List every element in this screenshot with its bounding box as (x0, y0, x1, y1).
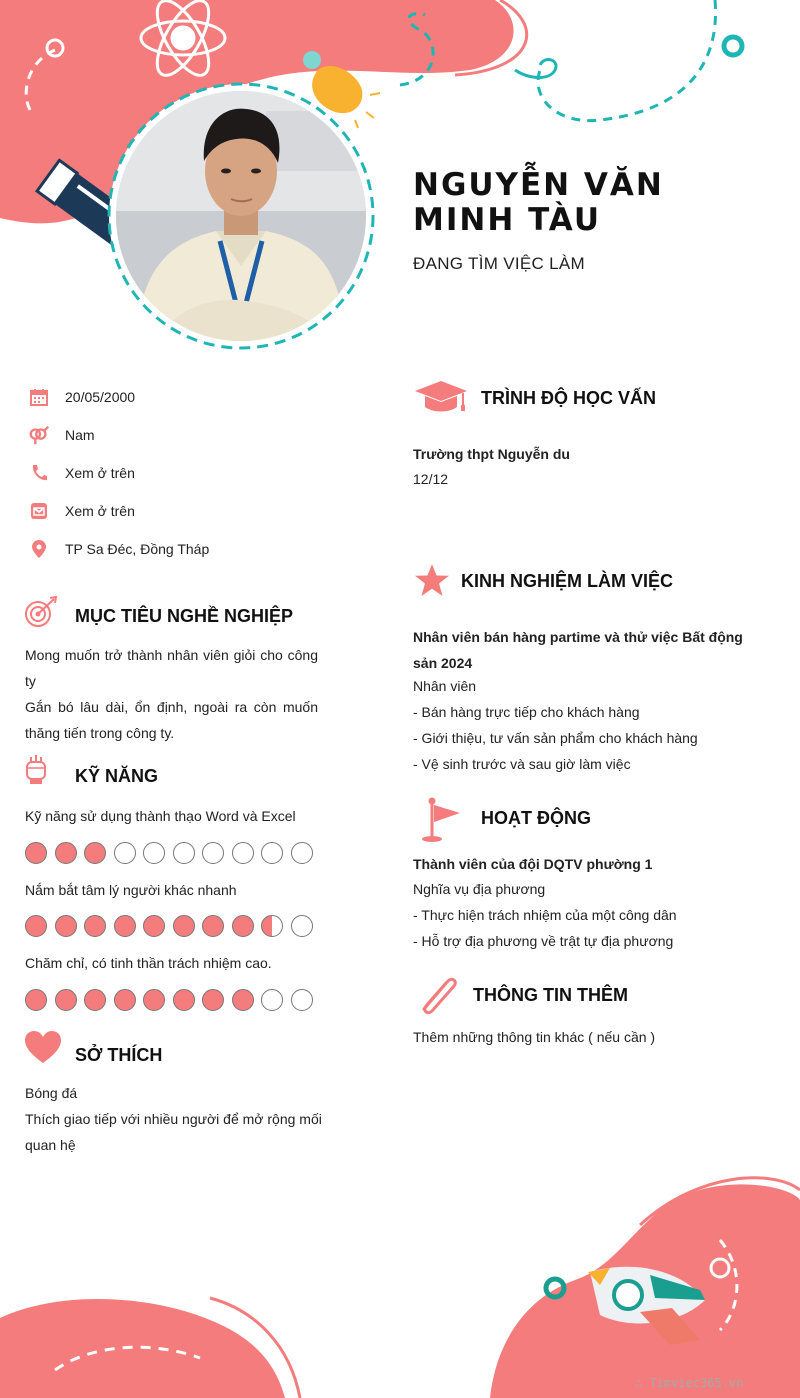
contact-value: Xem ở trên (65, 503, 135, 519)
rating-dot (261, 989, 283, 1011)
experience-position: Nhân viên (413, 678, 477, 694)
experience-bullet: - Vệ sinh trước và sau giờ làm việc (413, 756, 631, 772)
rating-dot (291, 842, 313, 864)
rating-dot (25, 915, 47, 937)
rating-dot (55, 842, 77, 864)
calendar-icon (28, 386, 50, 408)
gender-icon (28, 424, 50, 446)
rating-dot (173, 842, 195, 864)
contact-value: 20/05/2000 (65, 389, 136, 405)
contact-value: Nam (65, 427, 95, 443)
profile-photo (116, 91, 366, 341)
objective-title: MỤC TIÊU NGHỀ NGHIỆP (75, 606, 294, 626)
rating-dot (202, 915, 224, 937)
skills-title: KỸ NĂNG (75, 766, 159, 786)
experience-title: KINH NGHIỆM LÀM VIỆC (461, 571, 674, 591)
objective-line-2: Gắn bó lâu dài, ổn định, ngoài ra còn muốn thăng tiến trong công ty. (25, 699, 318, 741)
additional-text: Thêm những thông tin khác ( nếu cần ) (413, 1029, 656, 1045)
experience-bullet: - Giới thiệu, tư vấn sản phẩm cho khách hàng (413, 730, 698, 746)
rating-dot (202, 989, 224, 1011)
contact-address (28, 537, 209, 561)
rating-dot (291, 915, 313, 937)
activities-org: Thành viên của đội DQTV phường 1 (413, 856, 653, 872)
additional-title: THÔNG TIN THÊM (473, 985, 628, 1005)
rating-dot (25, 842, 47, 864)
rating-dot (232, 989, 254, 1011)
email-icon (28, 500, 50, 522)
hobbies-title: SỞ THÍCH (75, 1045, 163, 1065)
rating-dot (114, 989, 136, 1011)
target-icon (24, 596, 58, 628)
rating-dot (25, 989, 47, 1011)
rating-dot (55, 915, 77, 937)
candidate-name: NGUYỄN VĂN MINH TÀU (413, 167, 664, 238)
skill-name: Kỹ năng sử dụng thành thạo Word và Excel (25, 808, 296, 824)
rating-dot (84, 989, 106, 1011)
location-pin-icon (28, 538, 50, 560)
experience-bullet: - Bán hàng trực tiếp cho khách hàng (413, 704, 640, 720)
rating-dot (173, 989, 195, 1011)
graduation-cap-icon (413, 380, 469, 414)
education-grade: 12/12 (413, 471, 449, 487)
rating-dot (232, 915, 254, 937)
heart-icon (24, 1030, 62, 1064)
rating-dot (291, 989, 313, 1011)
hobby-line-1: Bóng đá (25, 1085, 78, 1101)
contact-birthdate (28, 385, 135, 409)
rating-dot (114, 842, 136, 864)
watermark: ∴ Timviec365.vn (635, 1376, 744, 1390)
rating-dot (143, 915, 165, 937)
education-title: TRÌNH ĐỘ HỌC VẤN (481, 388, 656, 408)
contact-gender (28, 423, 95, 447)
fist-icon (24, 753, 48, 785)
rating-dot (261, 842, 283, 864)
skill-rating (25, 842, 320, 864)
hobby-line-2: Thích giao tiếp với nhiều người để mở rộng mối quan hệ (25, 1111, 322, 1153)
education-school: Trường thpt Nguyễn du (413, 446, 570, 462)
rating-dot (143, 989, 165, 1011)
experience-job-title: Nhân viên bán hàng partime và thử việc Bất động sản 2024 (413, 629, 743, 671)
flag-icon (420, 797, 464, 843)
rating-dot (173, 915, 195, 937)
skill-name: Nắm bắt tâm lý người khác nhanh (25, 882, 237, 898)
skill-rating (25, 989, 320, 1011)
paperclip-icon (416, 973, 460, 1015)
skill-name: Chăm chỉ, có tinh thần trách nhiệm cao. (25, 955, 272, 971)
phone-icon (28, 462, 50, 484)
skill-rating (25, 915, 320, 937)
contact-email (28, 499, 135, 523)
star-icon (414, 563, 450, 597)
objective-line-1: Mong muốn trở thành nhân viên giỏi cho công ty (25, 647, 318, 689)
activities-title: HOẠT ĐỘNG (481, 808, 591, 828)
rating-dot (143, 842, 165, 864)
contact-phone (28, 461, 135, 485)
rating-dot (55, 989, 77, 1011)
rating-dot (202, 842, 224, 864)
candidate-subtitle: ĐANG TÌM VIỆC LÀM (413, 254, 585, 273)
activities-bullet: - Thực hiện trách nhiệm của một công dân (413, 907, 677, 923)
rating-dot (114, 915, 136, 937)
activities-bullet: - Hỗ trợ địa phương về trật tự địa phương (413, 933, 674, 949)
rating-dot (84, 842, 106, 864)
activities-role: Nghĩa vụ địa phương (413, 881, 546, 897)
rating-dot (84, 915, 106, 937)
rating-dot (232, 842, 254, 864)
contact-value: TP Sa Đéc, Đồng Tháp (65, 541, 210, 557)
rating-dot (261, 915, 283, 937)
contact-value: Xem ở trên (65, 465, 135, 481)
